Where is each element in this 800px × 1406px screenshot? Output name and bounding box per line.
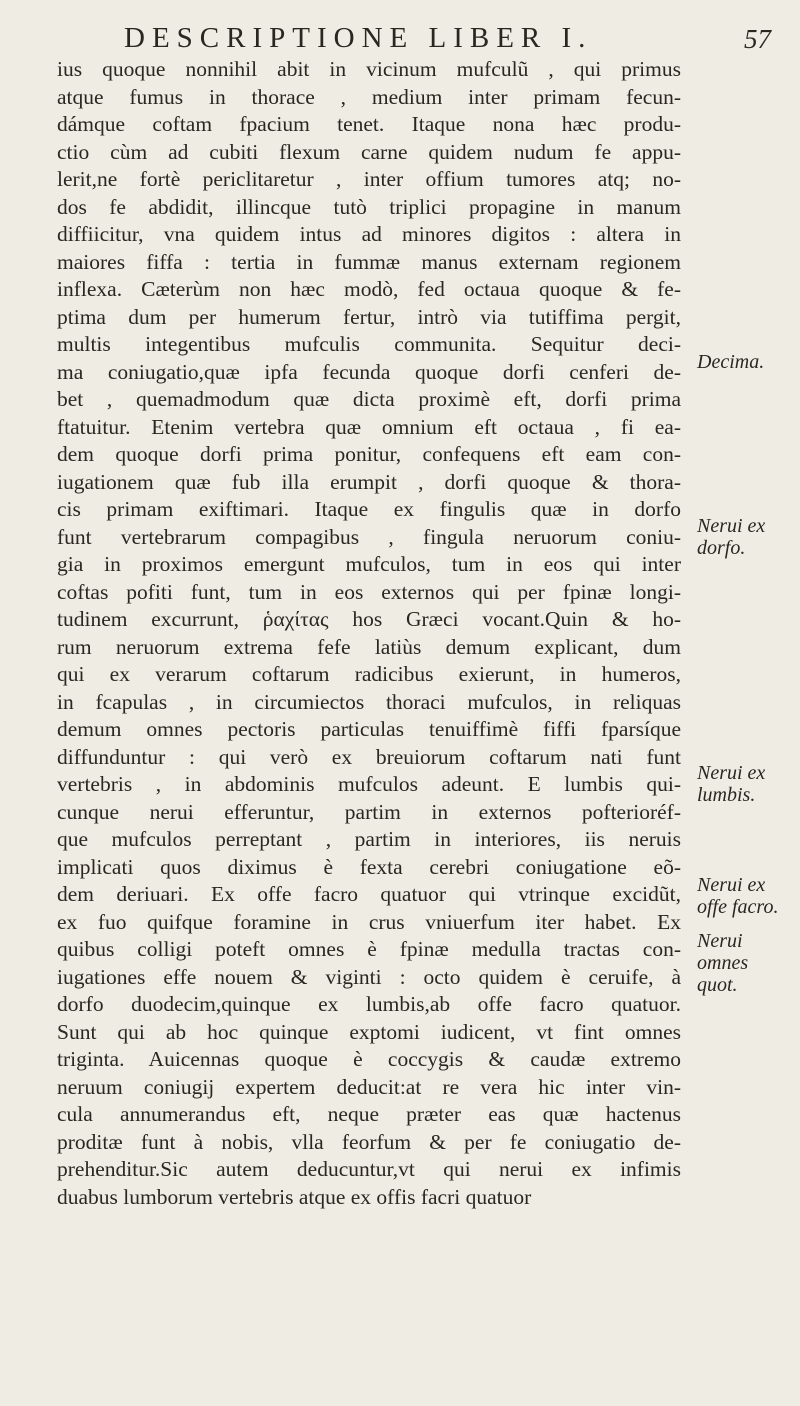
text-line: que mufculos perreptant , partim in interiores, iis neruis <box>57 827 681 851</box>
text-line: qui ex verarum coftarum radicibus exierunt, in humeros, <box>57 662 681 686</box>
text-line: dámque coftam fpacium tenet. Itaque nona hæc produ- <box>57 112 681 136</box>
text-line: proditæ funt à nobis, vlla feorfum & per fe coniugatio de- <box>57 1129 681 1154</box>
margin-note-line: dorfo. <box>697 537 746 559</box>
text-line: dem deriuari. Ex offe facro quatuor qui vtrinque excidũt, <box>57 882 681 906</box>
text-line: funt vertebrarum compagibus , fingula neruorum coniu- <box>57 524 681 549</box>
text-line: implicati quos diximus è fexta cerebri coniugatione eõ- <box>57 854 681 879</box>
text-line: duabus lumborum vertebris atque ex offis facri quatuor <box>57 1184 532 1209</box>
text-line: dem quoque dorfi prima ponitur, confequens eft eam con- <box>57 442 681 466</box>
margin-note-line: offe facro. <box>697 896 779 918</box>
margin-note-nerui-lumbis <box>697 762 797 806</box>
margin-note-line: omnes <box>697 952 749 974</box>
margin-note-nerui-omnes <box>697 930 797 996</box>
text-line: iugationem quæ fub illa erumpit , dorfi quoque & thora- <box>57 469 681 494</box>
text-line: atque fumus in thorace , medium inter primam fecun- <box>57 84 681 109</box>
margin-note-line: Decima. <box>697 351 765 373</box>
margin-note-line: Nerui <box>697 930 743 952</box>
text-line: neruum coniugij expertem deducit:at re vera hic inter vin- <box>57 1074 681 1099</box>
page-header <box>0 22 800 56</box>
text-line: inflexa. Cæterùm non hæc modò, fed octaua quoque & fe- <box>57 277 681 301</box>
text-line: bet , quemadmodum quæ dicta proximè eft, dorfi prima <box>57 387 681 411</box>
page-number: 57 <box>744 24 771 54</box>
running-head: DESCRIPTIONE LIBER I. <box>124 22 593 54</box>
body-text <box>57 56 681 1211</box>
text-line: ftatuitur. Etenim vertebra quæ omnium eft octaua , fi ea- <box>57 414 681 439</box>
text-line: Sunt qui ab hoc quinque exptomi iudicent, vt fint omnes <box>57 1019 681 1044</box>
margin-note-line: lumbis. <box>697 784 756 806</box>
margin-note-nerui-sacro <box>697 874 797 918</box>
text-line: in fcapulas , in circumiectos thoraci mufculos, in reliquas <box>57 689 681 714</box>
text-line: gia in proximos emergunt mufculos, tum in eos qui inter <box>57 552 681 576</box>
margin-note-line: Nerui ex <box>697 762 766 784</box>
text-line: triginta. Auicennas quoque è coccygis & caudæ extremo <box>57 1047 681 1071</box>
text-line: ius quoque nonnihil abit in vicinum mufculũ , qui primus <box>57 57 681 81</box>
text-line: ptima dum per humerum fertur, intrò via tutiffima pergit, <box>57 304 681 329</box>
text-line: ma coniugatio,quæ ipfa fecunda quoque dorfi cenferi de- <box>57 359 681 384</box>
text-line: demum omnes pectoris particulas tenuiffimè fiffi fparsíque <box>57 717 681 741</box>
margin-note-nerui-dorso <box>697 515 797 559</box>
text-line: vertebris , in abdominis mufculos adeunt. E lumbis qui- <box>57 772 681 796</box>
text-line: ctio cùm ad cubiti flexum carne quidem nudum fe appu- <box>57 139 681 164</box>
text-line: cis primam exiftimari. Itaque ex fingulis quæ in dorfo <box>57 497 681 521</box>
text-line: ex fuo quifque foramine in crus vniuerfum iter habet. Ex <box>57 909 681 934</box>
margin-note-line: quot. <box>697 974 738 996</box>
text-line: maiores fiffa : tertia in fummæ manus externam regionem <box>57 249 681 274</box>
text-line: quibus colligi poteft omnes è fpinæ medulla tractas con- <box>57 937 681 961</box>
text-line: iugationes effe nouem & viginti : octo quidem è ceruife, à <box>57 964 681 989</box>
text-line: prehenditur.Sic autem deducuntur,vt qui nerui ex infimis <box>57 1157 681 1181</box>
margin-note-line: Nerui ex <box>697 874 766 896</box>
text-line: dorfo duodecim,quinque ex lumbis,ab offe facro quatuor. <box>57 992 681 1016</box>
text-line: diffunduntur : qui verò ex breuiorum coftarum nati funt <box>57 744 681 769</box>
text-line: lerit,ne fortè periclitaretur , inter offium tumores atq; no- <box>57 167 681 191</box>
text-line: tudinem excurrunt, ῥαχίτας hos Græci vocant.Quin & ho- <box>57 607 681 631</box>
text-line: multis integentibus mufculis communita. Sequitur deci- <box>57 332 681 356</box>
text-line: dos fe abdidit, illincque tutò triplici propagine in manum <box>57 194 681 219</box>
margin-note-line: Nerui ex <box>697 515 766 537</box>
text-line: cunque nerui efferuntur, partim in externos pofterioréf- <box>57 799 681 824</box>
margin-note-decima <box>697 351 797 373</box>
text-line: cula annumerandus eft, neque præter eas quæ hactenus <box>57 1102 681 1126</box>
text-line: diffiicitur, vna quidem intus ad minores digitos : altera in <box>57 222 681 246</box>
text-line: rum neruorum extrema fefe latiùs demum explicant, dum <box>57 634 681 659</box>
text-line: coftas pofiti funt, tum in eos externos qui per fpinæ longi- <box>57 579 681 604</box>
